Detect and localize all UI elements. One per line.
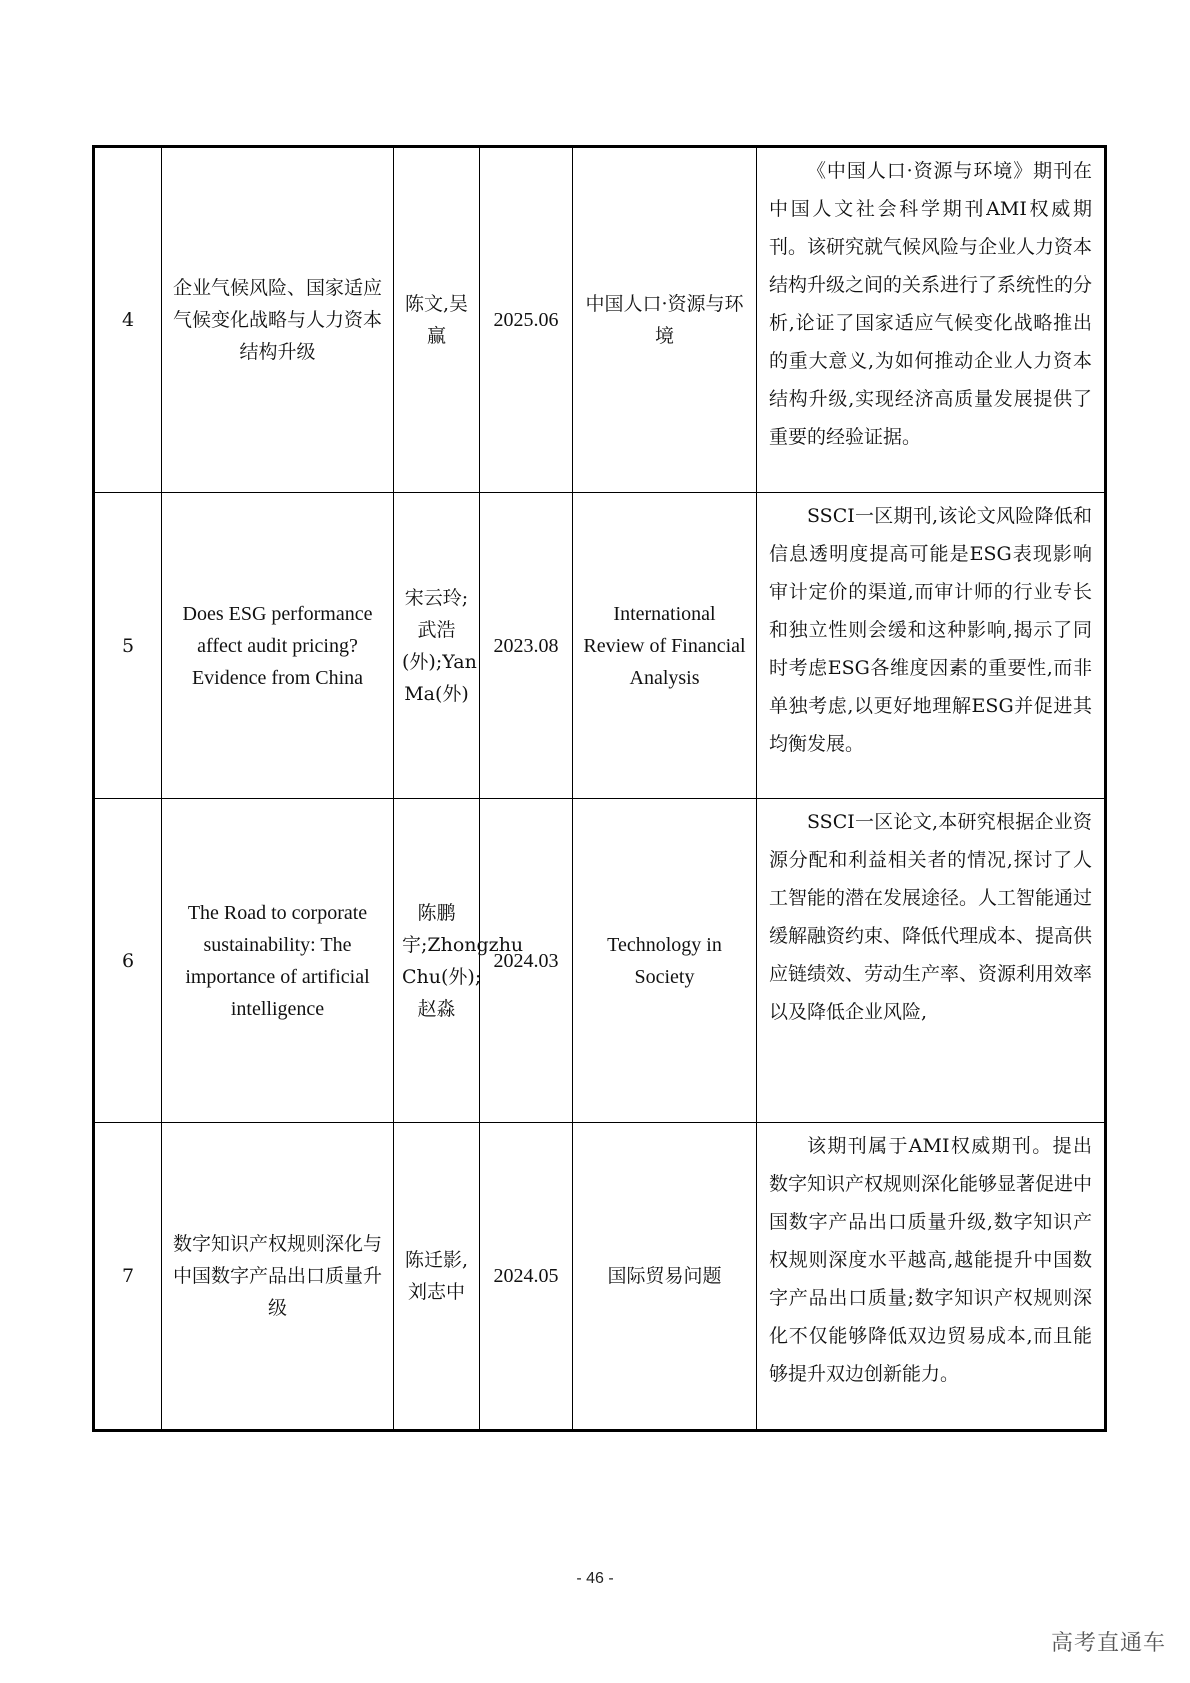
summary-text: 该期刊属于AMI权威期刊。提出数字知识产权规则深化能够显著促进中国数字产品出口质量升级,数字知识产权规则深度水平越高,越能提升中国数字产品出口质量;数字知识产权规则深化不仅能够降低双边贸易成本,而且能够提升双边创新能力。 — [769, 1135, 1093, 1385]
page-number: - 46 - — [576, 1570, 614, 1587]
row-number: 7 — [94, 1123, 162, 1431]
journal-name: 国际贸易问题 — [573, 1123, 757, 1431]
row-number: 4 — [94, 147, 162, 493]
summary-text: SSCI一区论文,本研究根据企业资源分配和利益相关者的情况,探讨了人工智能的潜在发展途径。人工智能通过缓解融资约束、降低代理成本、提高供应链绩效、劳动生产率、资源利用效率以及降低企业风险, — [769, 811, 1093, 1023]
paper-authors: 宋云玲;武浩(外);Yan Ma(外) — [394, 493, 480, 799]
row-number: 5 — [94, 493, 162, 799]
paper-title: Does ESG performance affect audit pricing? Evidence from China — [162, 493, 394, 799]
journal-name: Technology in Society — [573, 799, 757, 1123]
summary-text: 《中国人口·资源与环境》期刊在中国人文社会科学期刊AMI权威期刊。该研究就气候风险与企业人力资本结构升级之间的关系进行了系统性的分析,论证了国家适应气候变化战略推出的重大意义,为如何推动企业人力资本结构升级,实现经济高质量发展提供了重要的经验证据。 — [769, 160, 1093, 448]
paper-title: 数字知识产权规则深化与中国数字产品出口质量升级 — [162, 1123, 394, 1431]
table-row — [94, 147, 1106, 493]
paper-authors: 陈迁影,刘志中 — [394, 1123, 480, 1431]
journal-name: 中国人口·资源与环境 — [573, 147, 757, 493]
paper-title: 企业气候风险、国家适应气候变化战略与人力资本结构升级 — [162, 147, 394, 493]
publish-date: 2024.03 — [480, 799, 573, 1123]
publish-date: 2023.08 — [480, 493, 573, 799]
paper-title: The Road to corporate sustainability: The importance of artificial intelligence — [162, 799, 394, 1123]
journal-name: International Review of Financial Analysis — [573, 493, 757, 799]
table-row — [94, 493, 1106, 799]
paper-authors: 陈文,吴赢 — [394, 147, 480, 493]
table-row — [94, 1123, 1106, 1431]
publish-date: 2024.05 — [480, 1123, 573, 1431]
paper-summary — [757, 799, 1106, 1123]
summary-text: SSCI一区期刊,该论文风险降低和信息透明度提高可能是ESG表现影响审计定价的渠道,而审计师的行业专长和独立性则会缓和这种影响,揭示了同时考虑ESG各维度因素的重要性,而非单独考虑,以更好地理解ESG并促进其均衡发展。 — [769, 505, 1092, 755]
paper-summary — [757, 1123, 1106, 1431]
row-number: 6 — [94, 799, 162, 1123]
publish-date: 2025.06 — [480, 147, 573, 493]
table-row — [94, 799, 1106, 1123]
achievement-table — [92, 145, 1107, 1432]
paper-summary — [757, 147, 1106, 493]
paper-summary — [757, 493, 1106, 799]
paper-authors: 陈鹏宇;Zhongzhu Chu(外);赵淼 — [394, 799, 480, 1123]
watermark: 高考直通车 — [1050, 1631, 1166, 1656]
